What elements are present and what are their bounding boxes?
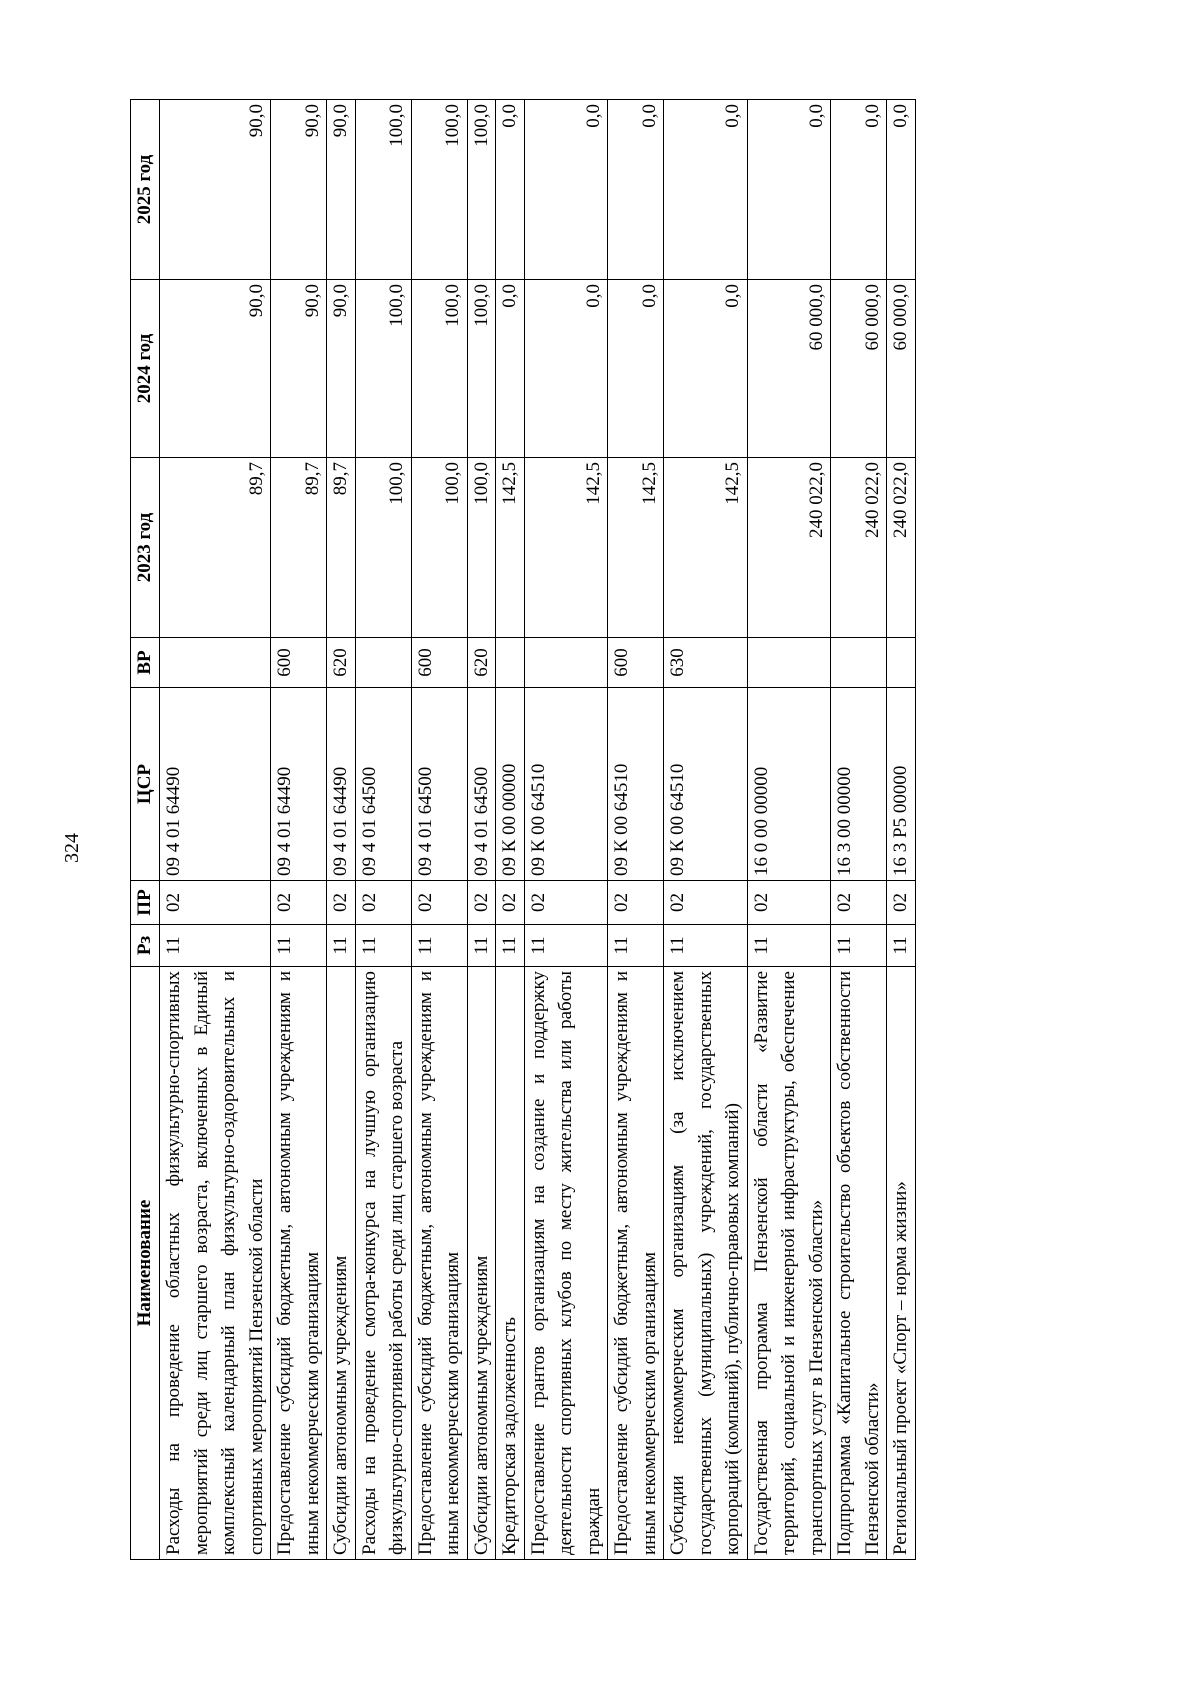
header-2025: 2025 год bbox=[131, 100, 160, 280]
cell-pr: 02 bbox=[160, 881, 271, 925]
cell-2023: 142,5 bbox=[496, 458, 525, 638]
cell-csr: 09 4 01 64490 bbox=[327, 688, 356, 881]
cell-rz: 11 bbox=[355, 925, 411, 967]
cell-vr bbox=[831, 638, 887, 688]
cell-2023: 240 022,0 bbox=[887, 458, 916, 638]
cell-rz: 11 bbox=[467, 925, 496, 967]
cell-2025: 0,0 bbox=[747, 100, 831, 280]
cell-pr: 02 bbox=[327, 881, 356, 925]
cell-2023: 89,7 bbox=[271, 458, 327, 638]
header-2024: 2024 год bbox=[131, 280, 160, 458]
header-name: Наименование bbox=[131, 967, 160, 1560]
cell-2024: 100,0 bbox=[355, 280, 411, 458]
cell-rz: 11 bbox=[887, 925, 916, 967]
cell-2023: 100,0 bbox=[467, 458, 496, 638]
cell-vr: 630 bbox=[664, 638, 748, 688]
table-row bbox=[160, 100, 271, 1560]
cell-2023: 240 022,0 bbox=[831, 458, 887, 638]
cell-vr bbox=[747, 638, 831, 688]
cell-name: Субсидии некоммерческим организациям (за исключением государственных (муниципальных) учреждений, государственных корпораций (компаний), публично-правовых компаний) bbox=[664, 967, 748, 1560]
cell-name: Субсидии автономным учреждениям bbox=[327, 967, 356, 1560]
cell-pr: 02 bbox=[831, 881, 887, 925]
header-rz: Рз bbox=[131, 925, 160, 967]
table-row bbox=[327, 100, 356, 1560]
cell-csr: 16 3 00 00000 bbox=[831, 688, 887, 881]
cell-vr: 620 bbox=[467, 638, 496, 688]
cell-2024: 0,0 bbox=[496, 280, 525, 458]
cell-vr: 600 bbox=[608, 638, 664, 688]
cell-2025: 90,0 bbox=[327, 100, 356, 280]
cell-name: Субсидии автономным учреждениям bbox=[467, 967, 496, 1560]
cell-rz: 11 bbox=[496, 925, 525, 967]
table-row bbox=[271, 100, 327, 1560]
cell-2024: 90,0 bbox=[160, 280, 271, 458]
cell-csr: 09 К 00 64510 bbox=[608, 688, 664, 881]
table-row bbox=[747, 100, 831, 1560]
cell-2023: 89,7 bbox=[160, 458, 271, 638]
cell-name: Предоставление субсидий бюджетным, автономным учреждениям и иным некоммерческим организациям bbox=[411, 967, 467, 1560]
cell-csr: 09 К 00 64510 bbox=[524, 688, 608, 881]
cell-rz: 11 bbox=[271, 925, 327, 967]
cell-2024: 100,0 bbox=[411, 280, 467, 458]
cell-vr bbox=[355, 638, 411, 688]
table-header-row bbox=[131, 100, 160, 1560]
cell-pr: 02 bbox=[887, 881, 916, 925]
cell-vr bbox=[496, 638, 525, 688]
cell-2024: 0,0 bbox=[608, 280, 664, 458]
cell-2025: 100,0 bbox=[467, 100, 496, 280]
cell-csr: 16 3 P5 00000 bbox=[887, 688, 916, 881]
table-row bbox=[664, 100, 748, 1560]
cell-name: Подпрограмма «Капитальное строительство объектов собственности Пензенской области» bbox=[831, 967, 887, 1560]
table-row bbox=[831, 100, 887, 1560]
cell-vr: 600 bbox=[411, 638, 467, 688]
cell-csr: 09 4 01 64500 bbox=[355, 688, 411, 881]
cell-csr: 09 К 00 00000 bbox=[496, 688, 525, 881]
cell-vr bbox=[524, 638, 608, 688]
budget-table-container bbox=[130, 100, 1010, 1560]
cell-2024: 90,0 bbox=[271, 280, 327, 458]
cell-2024: 90,0 bbox=[327, 280, 356, 458]
header-vr: ВР bbox=[131, 638, 160, 688]
cell-rz: 11 bbox=[664, 925, 748, 967]
cell-rz: 11 bbox=[831, 925, 887, 967]
cell-2025: 0,0 bbox=[608, 100, 664, 280]
header-csr: ЦСР bbox=[131, 688, 160, 881]
cell-pr: 02 bbox=[271, 881, 327, 925]
cell-csr: 09 4 01 64500 bbox=[411, 688, 467, 881]
table-row bbox=[355, 100, 411, 1560]
cell-2025: 0,0 bbox=[524, 100, 608, 280]
cell-name: Расходы на проведение смотра-конкурса на лучшую организацию физкультурно-спортивной работы среди лиц старшего возраста bbox=[355, 967, 411, 1560]
cell-2023: 100,0 bbox=[355, 458, 411, 638]
cell-2023: 100,0 bbox=[411, 458, 467, 638]
cell-csr: 16 0 00 00000 bbox=[747, 688, 831, 881]
table-row bbox=[524, 100, 608, 1560]
table-row bbox=[411, 100, 467, 1560]
header-2023: 2023 год bbox=[131, 458, 160, 638]
cell-pr: 02 bbox=[524, 881, 608, 925]
cell-2023: 142,5 bbox=[664, 458, 748, 638]
cell-2025: 90,0 bbox=[271, 100, 327, 280]
cell-pr: 02 bbox=[355, 881, 411, 925]
cell-pr: 02 bbox=[467, 881, 496, 925]
cell-vr: 620 bbox=[327, 638, 356, 688]
cell-2024: 60 000,0 bbox=[747, 280, 831, 458]
cell-2025: 0,0 bbox=[887, 100, 916, 280]
cell-vr: 600 bbox=[271, 638, 327, 688]
cell-2025: 0,0 bbox=[831, 100, 887, 280]
cell-2025: 0,0 bbox=[496, 100, 525, 280]
cell-pr: 02 bbox=[411, 881, 467, 925]
cell-csr: 09 К 00 64510 bbox=[664, 688, 748, 881]
cell-vr bbox=[160, 638, 271, 688]
cell-csr: 09 4 01 64490 bbox=[160, 688, 271, 881]
cell-name: Предоставление грантов организациям на создание и поддержку деятельности спортивных клубов по месту жительства или работы граждан bbox=[524, 967, 608, 1560]
cell-2024: 60 000,0 bbox=[887, 280, 916, 458]
cell-2025: 90,0 bbox=[160, 100, 271, 280]
cell-pr: 02 bbox=[664, 881, 748, 925]
cell-2025: 100,0 bbox=[411, 100, 467, 280]
budget-table bbox=[130, 99, 916, 1560]
header-pr: ПР bbox=[131, 881, 160, 925]
cell-2024: 0,0 bbox=[524, 280, 608, 458]
table-row bbox=[496, 100, 525, 1560]
table-row bbox=[887, 100, 916, 1560]
cell-pr: 02 bbox=[747, 881, 831, 925]
table-row bbox=[467, 100, 496, 1560]
cell-csr: 09 4 01 64490 bbox=[271, 688, 327, 881]
cell-rz: 11 bbox=[327, 925, 356, 967]
cell-2025: 100,0 bbox=[355, 100, 411, 280]
cell-2023: 142,5 bbox=[608, 458, 664, 638]
page-number: 324 bbox=[61, 833, 83, 863]
cell-name: Расходы на проведение областных физкультурно-спортивных мероприятий среди лиц старшего возраста, включенных в Единый комплексный календарный план физкультурно-оздоровительных и спортивных мероприятий Пензенской области bbox=[160, 967, 271, 1560]
cell-name: Региональный проект «Спорт – норма жизни» bbox=[887, 967, 916, 1560]
cell-csr: 09 4 01 64500 bbox=[467, 688, 496, 881]
cell-2023: 142,5 bbox=[524, 458, 608, 638]
cell-2024: 60 000,0 bbox=[831, 280, 887, 458]
cell-rz: 11 bbox=[608, 925, 664, 967]
cell-2025: 0,0 bbox=[664, 100, 748, 280]
table-row bbox=[608, 100, 664, 1560]
cell-name: Предоставление субсидий бюджетным, автономным учреждениям и иным некоммерческим организациям bbox=[608, 967, 664, 1560]
cell-2023: 240 022,0 bbox=[747, 458, 831, 638]
cell-name: Предоставление субсидий бюджетным, автономным учреждениям и иным некоммерческим организациям bbox=[271, 967, 327, 1560]
cell-rz: 11 bbox=[524, 925, 608, 967]
cell-pr: 02 bbox=[608, 881, 664, 925]
cell-rz: 11 bbox=[411, 925, 467, 967]
table-body bbox=[160, 100, 916, 1560]
cell-pr: 02 bbox=[496, 881, 525, 925]
cell-rz: 11 bbox=[160, 925, 271, 967]
cell-2024: 100,0 bbox=[467, 280, 496, 458]
cell-rz: 11 bbox=[747, 925, 831, 967]
cell-2023: 89,7 bbox=[327, 458, 356, 638]
cell-vr bbox=[887, 638, 916, 688]
cell-name: Кредиторская задолженность bbox=[496, 967, 525, 1560]
cell-2024: 0,0 bbox=[664, 280, 748, 458]
cell-name: Государственная программа Пензенской области «Развитие территорий, социальной и инженерной инфраструктуры, обеспечение транспортных услуг в Пензенской области» bbox=[747, 967, 831, 1560]
